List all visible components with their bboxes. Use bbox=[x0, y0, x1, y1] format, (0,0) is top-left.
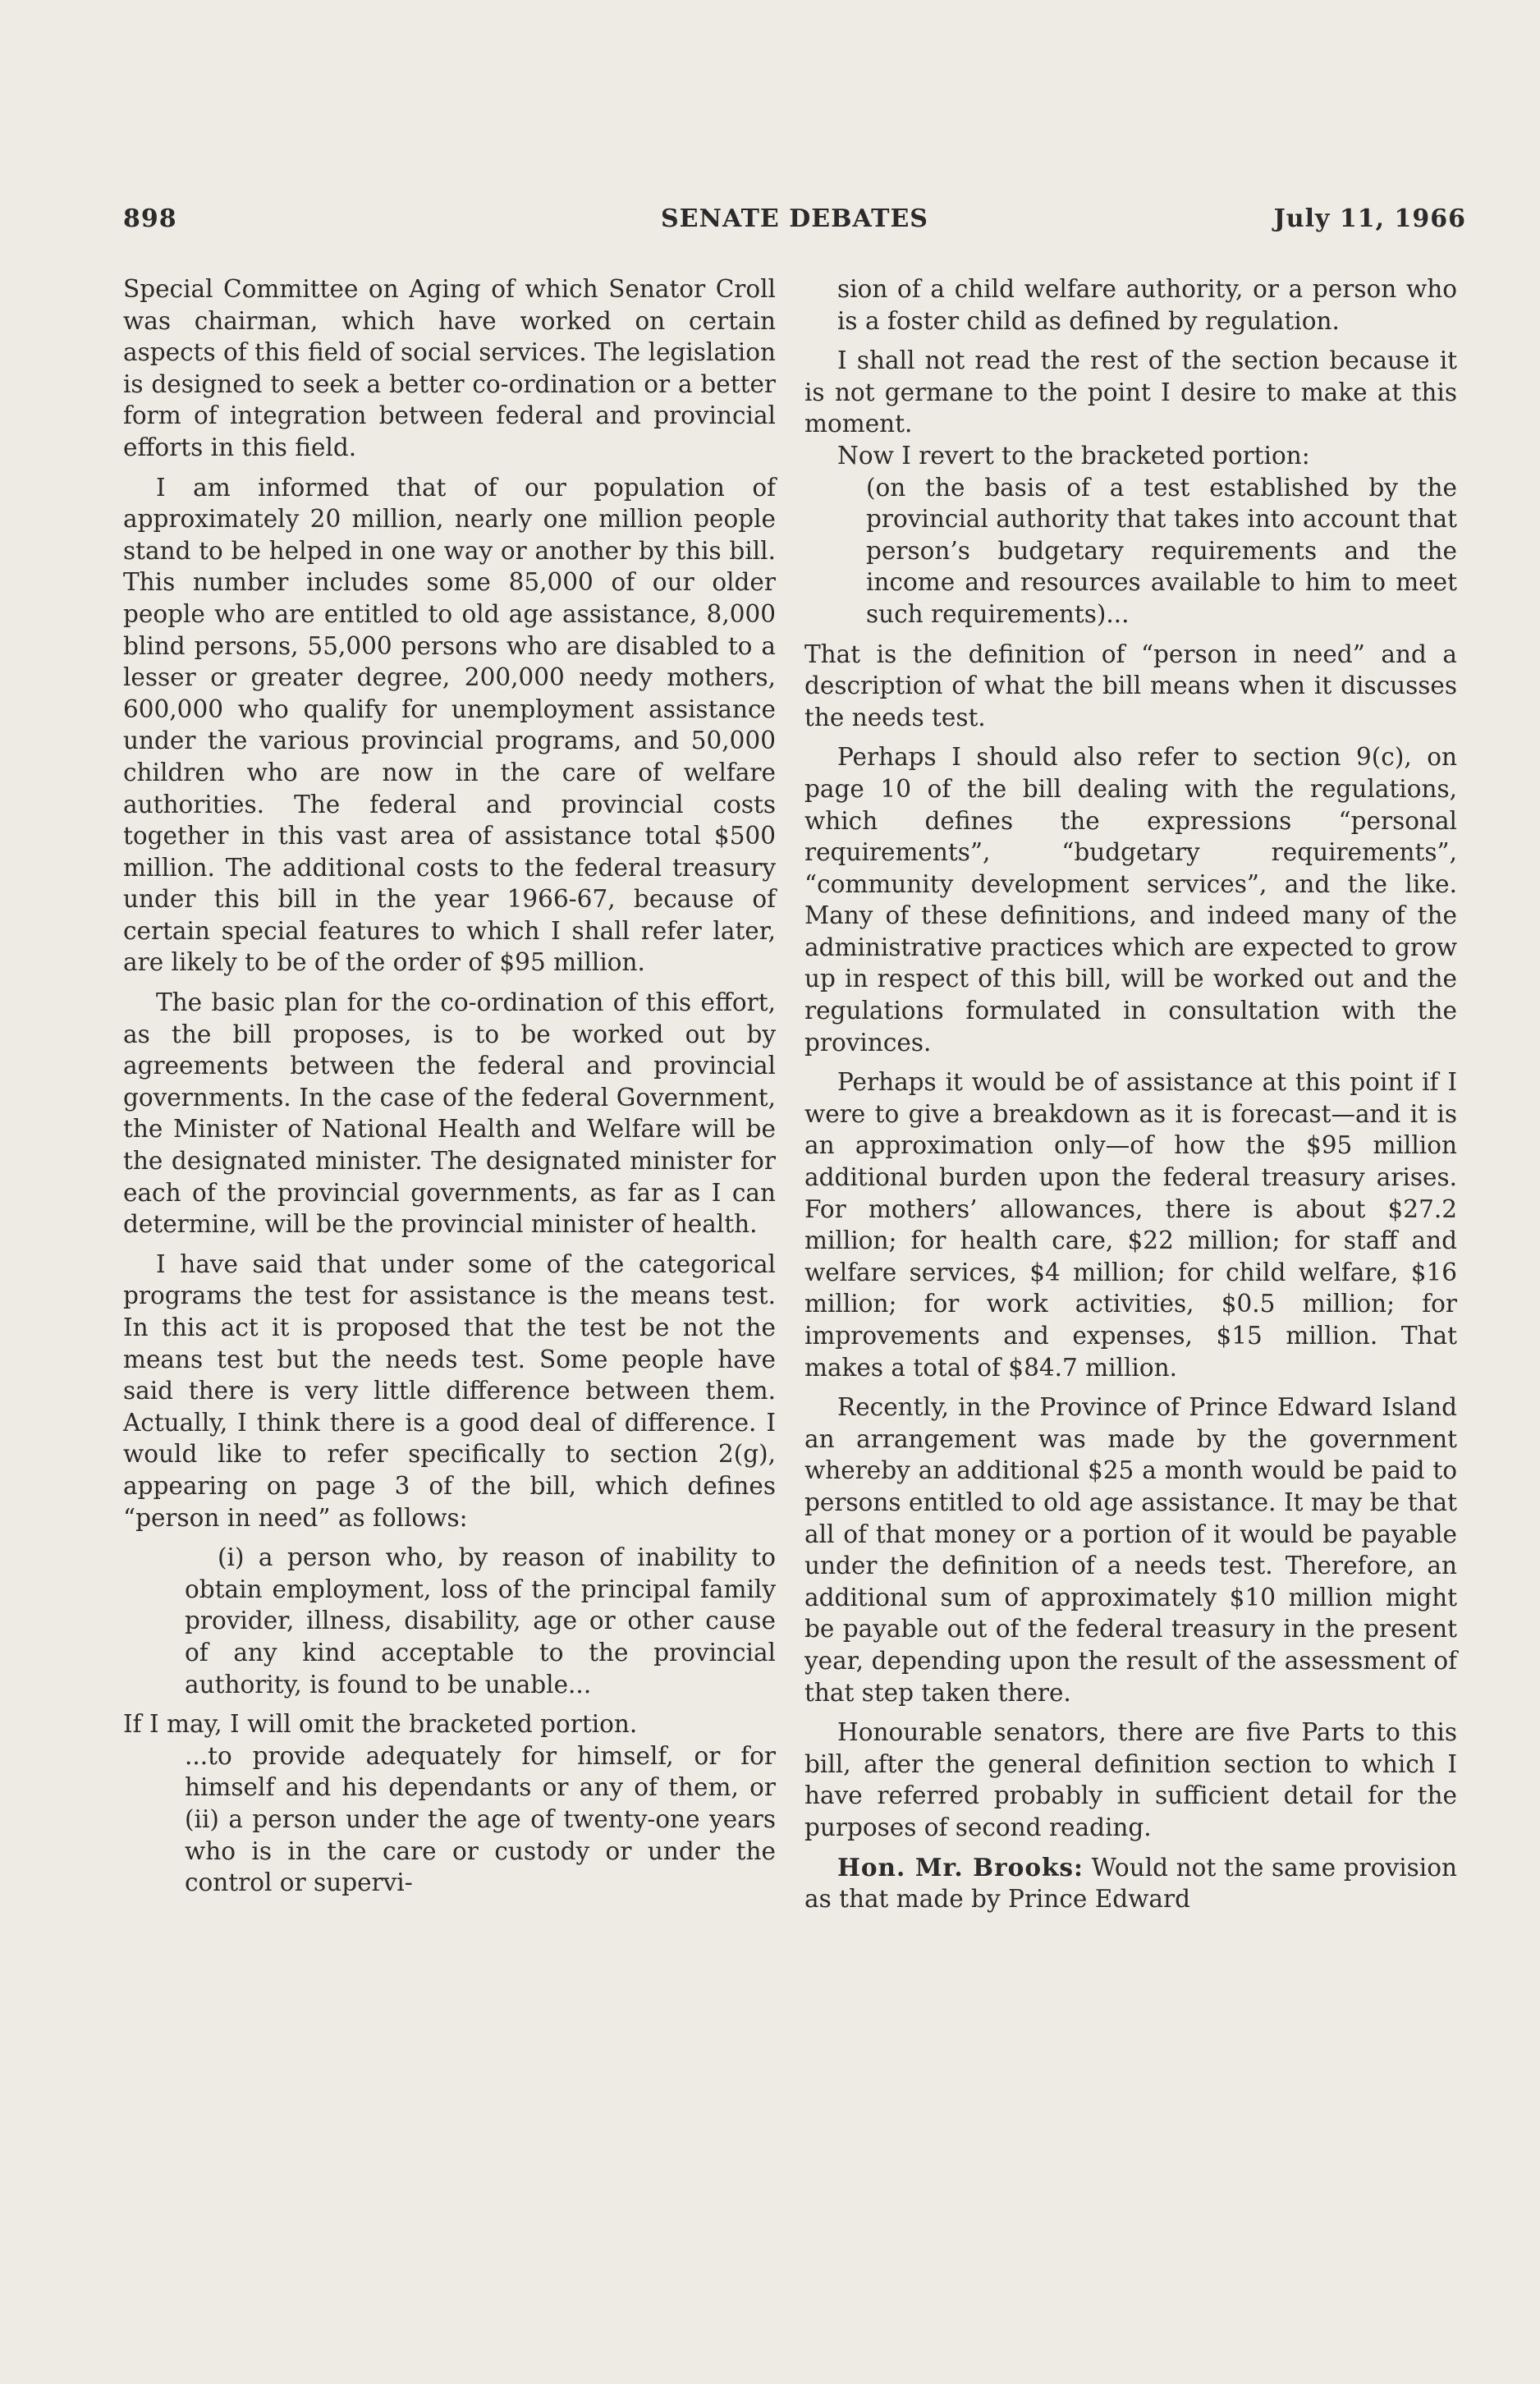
block-quote: (on the basis of a test established by the provincial authority that takes into account that person’s budgetary requirements and the income and resources available to him to meet such requirements)... bbox=[866, 473, 1457, 628]
paragraph: Now I revert to the bracketed portion: bbox=[837, 441, 1310, 470]
publication-date: July 11, 1966 bbox=[1273, 204, 1466, 233]
block-quote: (i) a person who, by reason of inability to obtain employment, loss of the principal family provider, illness, disability, age or other cause of any kind acceptable to the provincial authority, is found to be unable... bbox=[185, 1543, 776, 1699]
paragraph: The basic plan for the co-ordination of this effort, as the bill proposes, is to be worked out by agreements between the federal and provincial governments. In the case of the federal Government, the Minister of National Health and Welfare will be the designated minister. The designated minister for each of the provincial governments, as far as I can determine, will be the provincial minister of health. bbox=[123, 988, 776, 1239]
paragraph: Recently, in the Province of Prince Edward Island an arrangement was made by the government whereby an additional $25 a month would be paid to persons entitled to old age assistance. It may be that all of that money or a portion of it would be payable under the definition of a needs test. Therefore, an additional sum of approximately $10 million might be payable out of the federal treasury in the present year, depending upon the result of the assessment of that step taken there. bbox=[804, 1393, 1457, 1707]
block-quote: sion of a child welfare authority, or a person who is a foster child as defined by regulation. bbox=[837, 275, 1457, 335]
paragraph: Honourable senators, there are five Parts to this bill, after the general definition section to which I have referred probably in sufficient detail for the purposes of second reading. bbox=[804, 1718, 1457, 1841]
right-column bbox=[804, 273, 1457, 1915]
speaker-name: Hon. Mr. Brooks: bbox=[837, 1852, 1084, 1882]
block-quote: ...to provide adequately for himself, or for himself and his dependants or any of them, or (ii) a person under the age of twenty-one years who is in the care or custody or under the control or supervi- bbox=[185, 1741, 776, 1897]
page-number: 898 bbox=[123, 204, 177, 233]
paragraph: I have said that under some of the categorical programs the test for assistance is the means test. In this act it is proposed that the test be not the means test but the needs test. Some people have said there is very little difference between them. Actually, I think there is a good deal of difference. I would like to refer specifically to section 2(g), appearing on page 3 of the bill, which defines “person in need” as follows: bbox=[123, 1249, 776, 1532]
paragraph: I shall not read the rest of the section because it is not germane to the point I desire to make at this moment. bbox=[804, 346, 1457, 438]
speech-paragraph bbox=[804, 1852, 1457, 1915]
publication-title: SENATE DEBATES bbox=[661, 204, 928, 233]
paragraph: I am informed that of our population of approximately 20 million, nearly one million people stand to be helped in one way or another by this bill. This number includes some 85,000 of our older people who are entitled to old age assistance, 8,000 blind persons, 55,000 persons who are disabled to a lesser or greater degree, 200,000 needy mothers, 600,000 who qualify for unemployment assistance under the various provincial programs, and 50,000 children who are now in the care of welfare authorities. The federal and provincial costs together in this vast area of assistance total $500 million. The additional costs to the federal treasury under this bill in the year 1966-67, because of certain special features to which I shall refer later, are likely to be of the order of $95 million. bbox=[123, 473, 776, 977]
paragraph: If I may, I will omit the bracketed portion. bbox=[123, 1710, 638, 1739]
running-head bbox=[123, 204, 1466, 241]
paragraph: That is the definition of “person in need” and a description of what the bill means when it discusses the needs test. bbox=[804, 640, 1457, 731]
paragraph: Perhaps it would be of assistance at this point if I were to give a breakdown as it is forecast—and it is an approximation only—of how the $95 million additional burden upon the federal treasury arises. For mothers’ allowances, there is about $27.2 million; for health care, $22 million; for staff and welfare services, $4 million; for child welfare, $16 million; for work activities, $0.5 million; for improvements and expenses, $15 million. That makes a total of $84.7 million. bbox=[804, 1068, 1457, 1382]
speech-text: Would not the same provision as that made by Prince Edward bbox=[804, 1853, 1457, 1914]
paragraph: Special Committee on Aging of which Senator Croll was chairman, which have worked on certain aspects of this field of social services. The legislation is designed to seek a better co-ordination or a better form of integration between federal and provincial efforts in this field. bbox=[123, 275, 776, 461]
left-column bbox=[123, 273, 776, 1899]
paragraph: Perhaps I should also refer to section 9(c), on page 10 of the bill dealing with the regulations, which defines the expressions “personal requirements”, “budgetary requirements”, “community development services”, and the like. Many of these definitions, and indeed many of the administrative practices which are expected to grow up in respect of this bill, will be worked out and the regulations formulated in consultation with the provinces. bbox=[804, 743, 1457, 1057]
